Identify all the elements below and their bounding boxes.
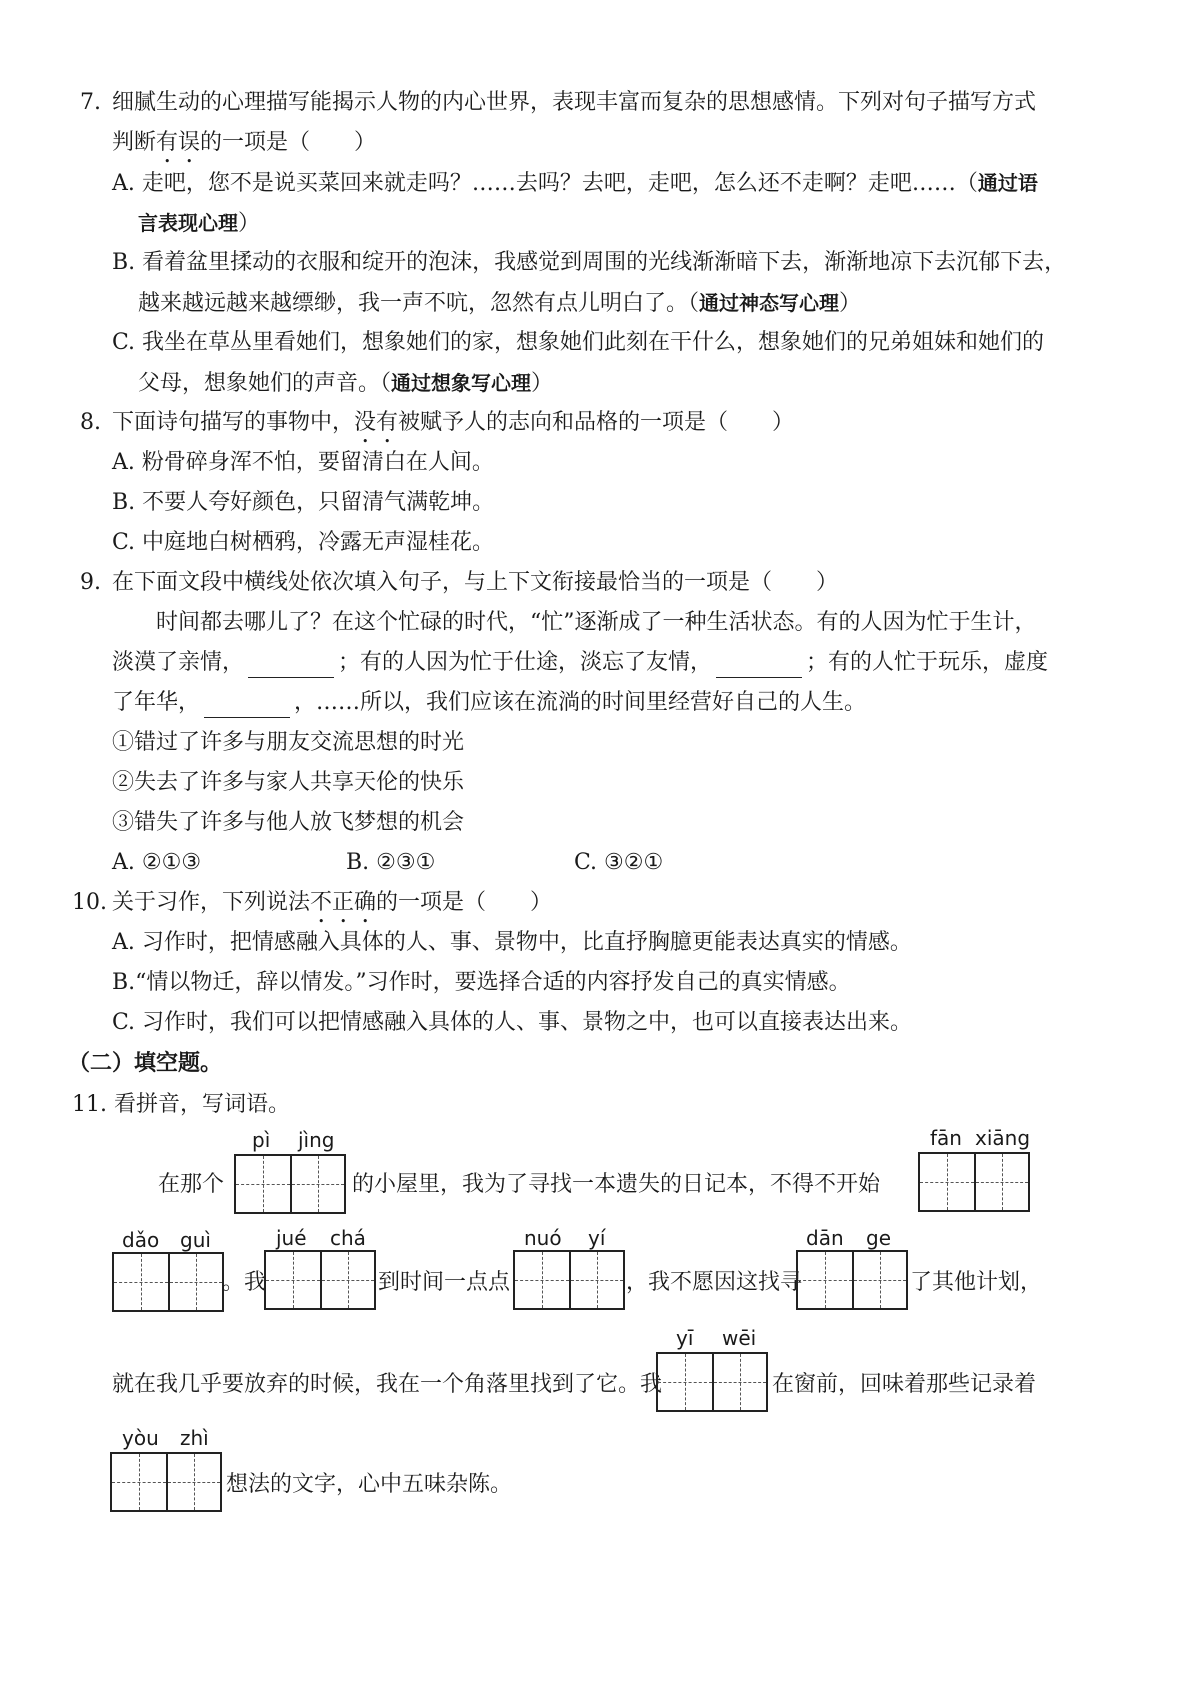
q8-option-a[interactable]: A. 粉骨碎身浑不怕，要留清白在人间。 [112, 450, 494, 475]
pinyin-yi2: yī [676, 1326, 694, 1350]
q7-option-c-note: 通过想象写心理 [391, 371, 532, 395]
q11-text-8: 在窗前，回味着那些记录着 [772, 1372, 1037, 1397]
q8-stem [112, 408, 794, 448]
q9-sentence-3: ③错失了许多与他人放飞梦想的机会 [112, 810, 465, 835]
q8-emphasis: 没有 [354, 410, 399, 435]
pinyin-fan: fān [930, 1126, 962, 1150]
pinyin-xiang: xiāng [975, 1126, 1031, 1150]
q7-option-a[interactable] [112, 168, 1038, 199]
q10-emphasis: 不正确 [310, 890, 377, 915]
pinyin-jue: jué [276, 1226, 307, 1250]
answer-box-juecha[interactable] [264, 1250, 376, 1310]
pinyin-gui: guì [180, 1228, 211, 1252]
q9-option-a[interactable]: A. ②①③ [112, 850, 202, 875]
q9-option-c[interactable]: C. ③②① [574, 850, 664, 875]
q7-option-a-cont [138, 208, 260, 239]
q7-option-a-close: ） [238, 211, 261, 236]
q7-stem-line2 [112, 128, 376, 168]
q7-option-c[interactable]: C. 我坐在草丛里看她们，想象她们的家，想象她们此刻在干什么，想象她们的兄弟姐妹和她们的 [112, 330, 1045, 355]
q8-option-c[interactable]: C. 中庭地白树栖鸦，冷露无声湿桂花。 [112, 530, 495, 555]
q10-stem [112, 888, 552, 928]
answer-box-yiwei[interactable] [656, 1352, 768, 1412]
q7-option-c-cont [138, 368, 553, 399]
q9-sentence-1: ①错过了许多与朋友交流思想的时光 [112, 730, 465, 755]
answer-box-fanxiang[interactable] [918, 1152, 1030, 1212]
q9-passage-line1: 时间都去哪儿了？在这个忙碌的时代，“忙”逐渐成了一种生活状态。有的人因为忙于生计， [156, 610, 1037, 635]
answer-box-nuoyi[interactable] [513, 1250, 625, 1310]
q9-p3-b: ，……所以，我们应该在流淌的时间里经营好自己的人生。 [294, 690, 867, 715]
pinyin-jing: jìng [298, 1128, 335, 1152]
q7-option-b-note: 通过神态写心理 [699, 291, 840, 315]
pinyin-ge: ge [866, 1226, 891, 1250]
q11-text-1: 在那个 [158, 1172, 225, 1197]
answer-box-dange[interactable] [796, 1250, 908, 1310]
q7-number: 7. [80, 90, 101, 115]
q10-option-c[interactable]: C. 习作时，我们可以把情感融入具体的人、事、景物之中，也可以直接表达出来。 [112, 1010, 913, 1035]
q10-option-a[interactable]: A. 习作时，把情感融入具体的人、事、景物中，比直抒胸臆更能表达真实的情感。 [112, 930, 912, 955]
q9-option-b[interactable]: B. ②③① [346, 850, 436, 875]
section-title: （二）填空题。 [68, 1050, 223, 1076]
q7-stem-post: 的一项是（ ） [200, 130, 377, 155]
q9-blank-2[interactable] [716, 655, 802, 678]
q7-option-a-text: A. 走吧，您不是说买菜回来就走吗？……去吗？去吧，走吧，怎么还不走啊？走吧……（ [112, 171, 978, 196]
q9-p2-c: ；有的人忙于玩乐，虚度 [806, 650, 1049, 675]
q9-passage-line3 [112, 688, 866, 718]
q11-text-3: 。我 [222, 1270, 267, 1295]
q7-option-b-text2: 越来越远越来越缥缈，我一声不吭，忽然有点儿明白了。（ [138, 291, 700, 316]
q9-p2-b: ；有的人因为忙于仕途，淡忘了友情， [338, 650, 713, 675]
pinyin-yi: yí [588, 1226, 606, 1250]
answer-box-daogui[interactable] [112, 1252, 224, 1312]
q9-blank-1[interactable] [248, 655, 334, 678]
q9-p2-a: 淡漠了亲情， [112, 650, 245, 675]
q7-option-a-note: 通过语 [977, 171, 1038, 195]
q8-option-b[interactable]: B. 不要人夸好颜色，只留清气满乾坤。 [112, 490, 495, 515]
q9-stem: 在下面文段中横线处依次填入句子，与上下文衔接最恰当的一项是（ ） [112, 570, 839, 595]
q7-option-b[interactable]: B. 看着盆里揉动的衣服和绽开的泡沫，我感觉到周围的光线渐渐暗下去，渐渐地凉下去沉郁下去， [112, 250, 1067, 275]
q7-stem-pre: 判断 [112, 130, 157, 155]
q7-option-b-close: ） [839, 291, 862, 316]
q9-sentence-2: ②失去了许多与家人共享天伦的快乐 [112, 770, 465, 795]
q8-stem-pre: 下面诗句描写的事物中， [112, 410, 355, 435]
q10-stem-post: 的一项是（ ） [376, 890, 553, 915]
q7-option-a-note2: 言表现心理 [138, 211, 238, 235]
q9-blank-3[interactable] [204, 695, 290, 718]
pinyin-dan: dān [806, 1226, 844, 1250]
pinyin-dao: dǎo [122, 1228, 160, 1252]
q11-text-6: 了其他计划， [910, 1270, 1043, 1295]
q10-option-b[interactable]: B.“情以物迁，辞以情发。”习作时，要选择合适的内容抒发自己的真实情感。 [112, 970, 851, 995]
q11-text-9: 想法的文字，心中五味杂陈。 [226, 1472, 513, 1497]
q10-stem-pre: 关于习作，下列说法 [112, 890, 311, 915]
q8-stem-post: 被赋予人的志向和品格的一项是（ ） [398, 410, 795, 435]
q7-option-b-cont [138, 288, 861, 319]
q7-option-c-close: ） [531, 371, 554, 396]
q9-p3-a: 了年华， [112, 690, 201, 715]
q9-number: 9. [80, 570, 101, 595]
answer-box-pijing[interactable] [234, 1154, 346, 1214]
q7-emphasis: 有误 [156, 130, 201, 155]
q10-number: 10. [72, 890, 107, 915]
pinyin-wei: wēi [722, 1326, 757, 1350]
q8-number: 8. [80, 410, 101, 435]
q11-text-5: ，我不愿因这找寻 [626, 1270, 803, 1295]
q7-option-c-text2: 父母，想象她们的声音。（ [138, 371, 392, 396]
q11-text-2: 的小屋里，我为了寻找一本遗失的日记本，不得不开始 [352, 1172, 881, 1197]
q9-passage-line2 [112, 648, 1048, 678]
pinyin-cha: chá [330, 1226, 366, 1250]
q11-text-7: 就在我几乎要放弃的时候，我在一个角落里找到了它。我 [112, 1372, 663, 1397]
answer-box-youzhi[interactable] [110, 1452, 222, 1512]
pinyin-zhi: zhì [180, 1426, 209, 1450]
q11-title: 11. 看拼音，写词语。 [72, 1092, 290, 1117]
q7-stem-line1: 细腻生动的心理描写能揭示人物的内心世界，表现丰富而复杂的思想感情。下列对句子描写方式 [112, 90, 1037, 115]
pinyin-pi: pì [252, 1128, 271, 1152]
q11-text-4: 到时间一点点 [378, 1270, 511, 1295]
pinyin-nuo: nuó [524, 1226, 562, 1250]
pinyin-you: yòu [122, 1426, 159, 1450]
